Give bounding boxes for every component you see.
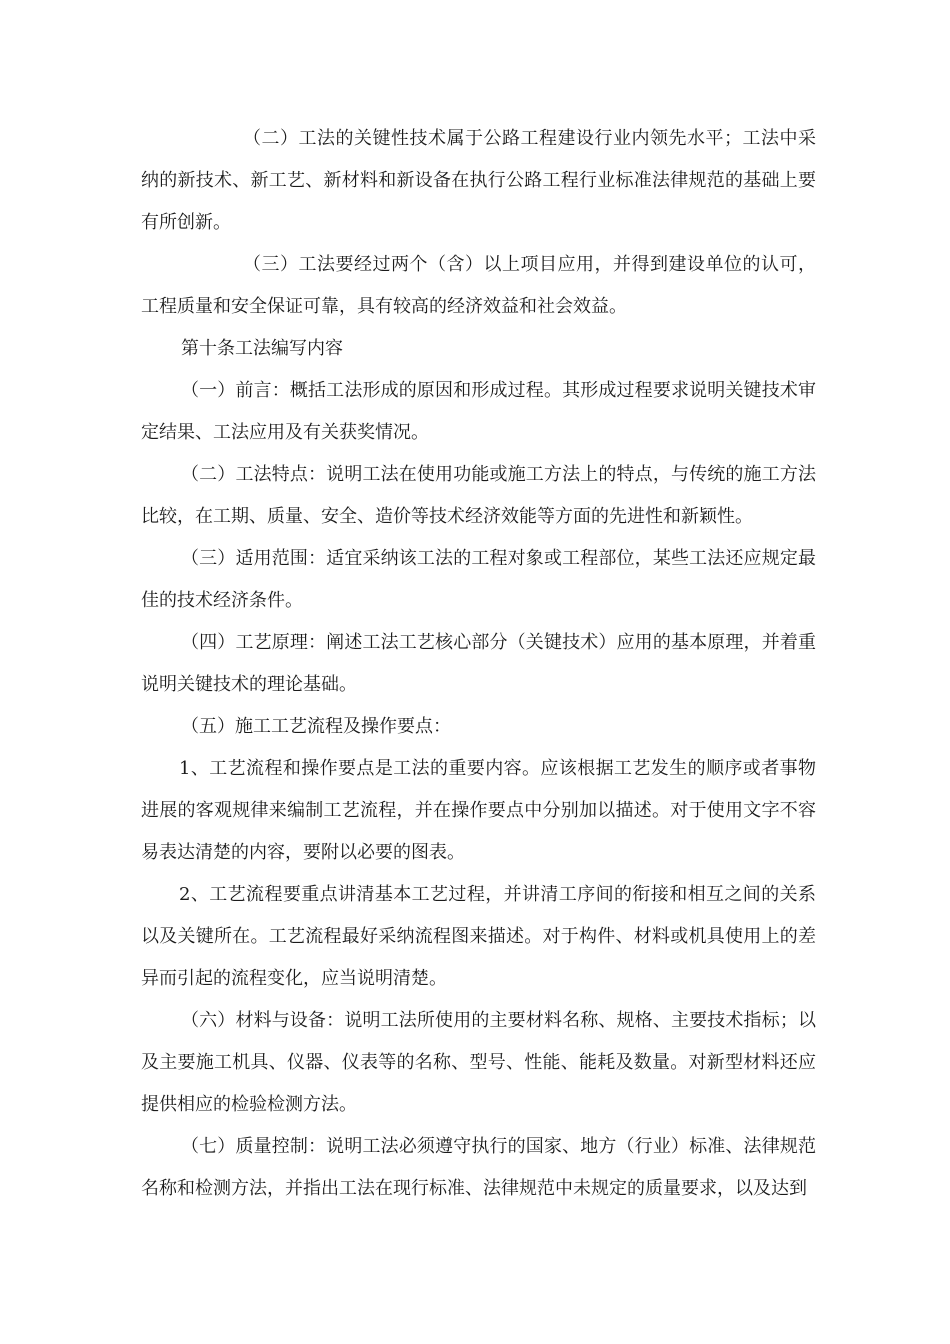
paragraph-project-application: （三）工法要经过两个（含）以上项目应用，并得到建设单位的认可，工程质量和安全保证可靠，具有较高的经济效益和社会效益。	[141, 254, 816, 317]
paragraph-quality-control: （七）质量控制：说明工法必须遵守执行的国家、地方（行业）标准、法律规范名称和检测方法，并指出工法在现行标准、法律规范中未规定的质量要求，以及达到	[141, 1136, 816, 1199]
paragraph-key-technology: （二）工法的关键性技术属于公路工程建设行业内领先水平；工法中采纳的新技术、新工艺、新材料和新设备在执行公路工程行业标准法律规范的基础上要有所创新。	[141, 128, 816, 233]
paragraph-materials: （六）材料与设备：说明工法所使用的主要材料名称、规格、主要技术指标；以及主要施工机具、仪器、仪表等的名称、型号、性能、能耗及数量。对新型材料还应提供相应的检验检测方法。	[141, 1010, 816, 1115]
paragraph-preface: （一）前言：概括工法形成的原因和形成过程。其形成过程要求说明关键技术审定结果、工法应用及有关获奖情况。	[141, 380, 816, 443]
section-heading-article-10: 第十条工法编写内容	[181, 338, 343, 359]
paragraph-principle: （四）工艺原理：阐述工法工艺核心部分（关键技术）应用的基本原理，并着重说明关键技术的理论基础。	[141, 632, 816, 695]
paragraph-process-item-2: 2、工艺流程要重点讲清基本工艺过程，并讲清工序间的衔接和相互之间的关系以及关键所在。工艺流程最好采纳流程图来描述。对于构件、材料或机具使用上的差异而引起的流程变化，应当说明清楚。	[141, 884, 816, 989]
paragraph-features: （二）工法特点：说明工法在使用功能或施工方法上的特点，与传统的施工方法比较，在工期、质量、安全、造价等技术经济效能等方面的先进性和新颖性。	[141, 464, 816, 527]
paragraph-process-heading: （五）施工工艺流程及操作要点：	[181, 716, 451, 737]
paragraph-process-item-1: 1、工艺流程和操作要点是工法的重要内容。应该根据工艺发生的顺序或者事物进展的客观规律来编制工艺流程，并在操作要点中分别加以描述。对于使用文字不容易表达清楚的内容，要附以必要的图表。	[141, 758, 816, 863]
paragraph-scope: （三）适用范围：适宜采纳该工法的工程对象或工程部位，某些工法还应规定最佳的技术经济条件。	[141, 548, 816, 611]
